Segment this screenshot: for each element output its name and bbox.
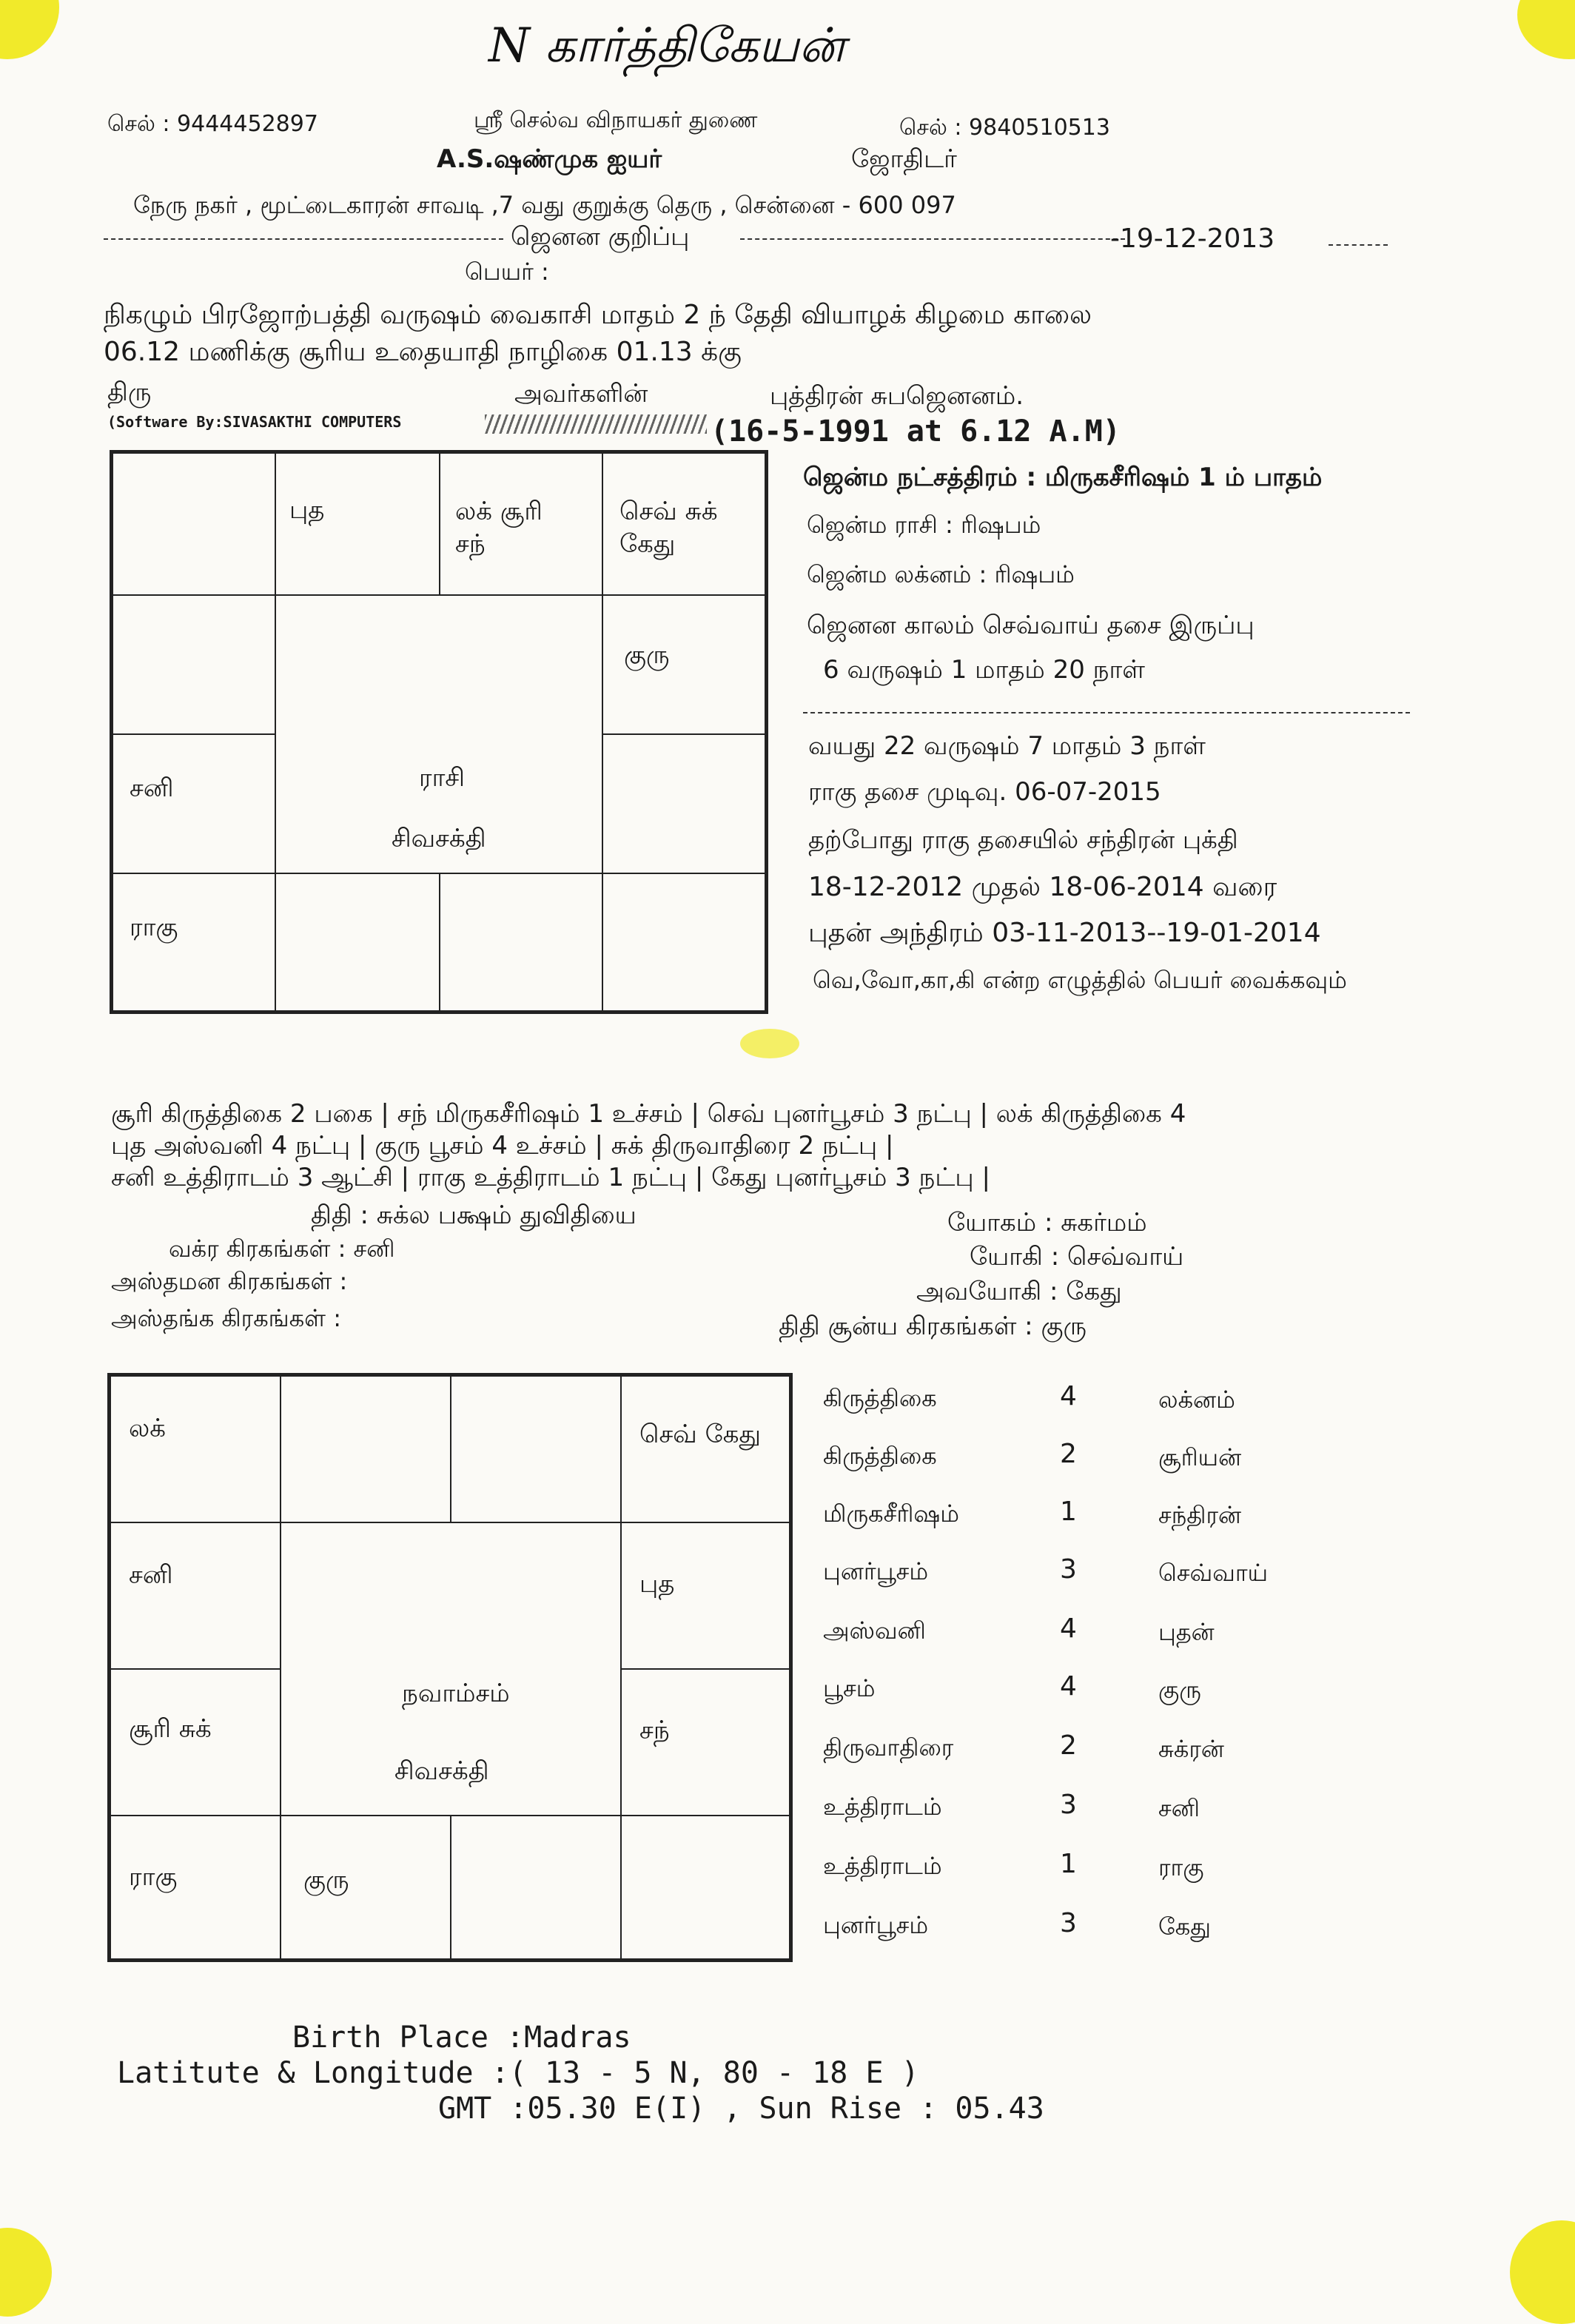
intro-line-1: நிகழும் பிரஜோற்பத்தி வருஷம் வைகாசி மாதம் 2 ந் தேதி வியாழக் கிழமை காலை (104, 300, 1092, 330)
highlighter-mark-top-right (1517, 0, 1575, 59)
handwritten-name: N கார்த்திகேயன் (488, 19, 845, 73)
navamsa-cell-4-3 (450, 1815, 622, 1960)
rasi-cell-1-3-text: லக் சூரி சந் (455, 497, 543, 559)
table-planet-5: புதன் (1158, 1618, 1215, 1646)
dasa-value: 6 வருஷம் 1 மாதம் 20 நாள் (823, 655, 1145, 685)
asthanga-grahas: அஸ்தங்க கிரகங்கள் : (111, 1304, 341, 1332)
rasi-cell-4-2 (275, 873, 440, 1012)
intro-line-2: 06.12 மணிக்கு சூரிய உதையாதி நாழிகை 01.13 க்கு (104, 337, 742, 367)
intro-thiru: திரு (107, 377, 152, 407)
navamsa-cell-4-2-text: குரு (303, 1865, 349, 1895)
table-planet-4: செவ்வாய் (1158, 1559, 1269, 1587)
table-pada-1: 4 (1060, 1381, 1077, 1411)
navamsa-chart-title: நவாம்சம் (402, 1679, 510, 1708)
intro-avargalin: அவர்களின் (514, 379, 648, 409)
table-star-6: பூசம் (823, 1674, 876, 1702)
asthamana-grahas: அஸ்தமன கிரகங்கள் : (111, 1267, 348, 1295)
navamsa-chart (107, 1373, 793, 1962)
table-planet-9: ராகு (1158, 1853, 1204, 1881)
table-planet-1: லக்னம் (1158, 1386, 1235, 1414)
navamsa-cell-1-3 (450, 1375, 622, 1523)
current-period: தற்போது ராகு தசையில் சந்திரன் புக்தி (808, 825, 1238, 855)
astrologer-role: ஜோதிடர் (851, 144, 957, 174)
vakra-grahas: வக்ர கிரகங்கள் : சனி (169, 1235, 395, 1263)
navamsa-cell-1-4-text: செவ் கேது (639, 1420, 762, 1449)
rasi-cell-1-2-text: புத (289, 495, 325, 525)
document-title: ஜெனன குறிப்பு (511, 222, 690, 252)
planet-row-3: சனி உத்திராடம் 3 ஆட்சி | ராகு உத்திராடம் 1 நட்பு | கேது புனர்பூசம் 3 நட்பு | (111, 1163, 990, 1192)
table-star-2: கிருத்திகை (823, 1442, 937, 1470)
navamsa-cell-1-4 (620, 1375, 790, 1523)
table-pada-3: 1 (1060, 1497, 1077, 1527)
rasi-cell-2-4-text: குரு (624, 640, 670, 670)
navamsa-cell-1-1 (110, 1375, 281, 1523)
rasi-cell-1-3 (439, 452, 603, 596)
navamsa-cell-3-1-text: சூரி சுக் (129, 1714, 212, 1744)
birth-lagnam: ஜென்ம லக்னம் : ரிஷபம் (807, 560, 1075, 588)
document-date: -19-12-2013 (1110, 224, 1275, 254)
rasi-cell-4-4 (602, 873, 766, 1012)
table-planet-8: சனி (1158, 1794, 1200, 1822)
intro-puthiran: புத்திரன் சுபஜெனனம். (770, 381, 1024, 411)
navamsa-cell-1-2 (280, 1375, 451, 1523)
table-star-1: கிருத்திகை (823, 1384, 937, 1412)
table-pada-10: 3 (1060, 1908, 1077, 1938)
rahu-dasa-end: ராகு தசை முடிவு. 06-07-2015 (808, 777, 1161, 807)
table-pada-5: 4 (1060, 1613, 1077, 1644)
table-planet-3: சந்திரன் (1158, 1501, 1242, 1529)
title-rule-left (104, 238, 503, 240)
age: வயது 22 வருஷம் 7 மாதம் 3 நாள் (808, 731, 1206, 761)
table-planet-10: கேது (1158, 1912, 1211, 1941)
rasi-cell-3-4 (602, 733, 766, 874)
table-star-7: திருவாதிரை (823, 1733, 954, 1762)
birth-rasi: ஜென்ம ராசி : ரிஷபம் (807, 511, 1041, 539)
info-divider (803, 712, 1410, 713)
rasi-cell-1-4-text: செவ் சுக் கேது (619, 497, 718, 559)
table-pada-6: 4 (1060, 1671, 1077, 1702)
navamsa-cell-2-4-text: புத (639, 1569, 675, 1599)
table-planet-7: சுக்ரன் (1158, 1735, 1224, 1763)
rasi-cell-1-2 (275, 452, 440, 596)
navamsa-cell-4-1-text: ராகு (129, 1862, 178, 1892)
planet-row-2: புத அஸ்வனி 4 நட்பு | குரு பூசம் 4 உச்சம் | சுக் திருவாதிரை 2 நட்பு | (111, 1131, 894, 1161)
table-planet-6: குரு (1158, 1676, 1201, 1704)
navamsa-cell-3-4 (620, 1668, 790, 1816)
highlighter-mark-middle (740, 1029, 799, 1058)
table-pada-4: 3 (1060, 1554, 1077, 1585)
rasi-cell-4-1-text: ராகு (130, 913, 178, 942)
rasi-chart (110, 450, 768, 1014)
software-credit: (Software By:SIVASAKTHI COMPUTERS (107, 413, 402, 431)
address: நேரு நகர் , மூட்டைகாரன் சாவடி ,7 வது குறுக்கு தெரு , சென்னை - 600 097 (133, 191, 956, 219)
highlighter-mark-top-left (0, 0, 59, 59)
table-pada-8: 3 (1060, 1790, 1077, 1820)
thithi: திதி : சுக்ல பக்ஷம் துவிதியை (311, 1200, 637, 1230)
rasi-cell-1-1 (112, 452, 276, 596)
navamsa-cell-4-1 (110, 1815, 281, 1960)
astrologer-name: A.S.ஷண்முக ஐயர் (437, 144, 662, 174)
rasi-cell-3-1 (112, 733, 276, 874)
navamsa-cell-2-1 (110, 1522, 281, 1670)
navamsa-cell-3-1 (110, 1668, 281, 1816)
dasa-label: ஜெனன காலம் செவ்வாய் தசை இருப்பு (807, 611, 1255, 640)
planet-row-1: சூரி கிருத்திகை 2 பகை | சந் மிருகசீரிஷம் 1 உச்சம் | செவ் புனர்பூசம் 3 நட்பு | லக் கிருத்திகை 4 (111, 1099, 1186, 1129)
table-star-4: புனர்பூசம் (823, 1557, 929, 1585)
rasi-cell-3-1-text: சனி (130, 773, 174, 803)
anthiram: புதன் அந்திரம் 03-11-2013--19-01-2014 (808, 918, 1321, 948)
table-star-9: உத்திராடம் (823, 1852, 942, 1880)
highlighter-mark-bottom-right (1510, 2220, 1575, 2324)
navamsa-cell-2-4 (620, 1522, 790, 1670)
navamsa-cell-1-1-text: லக் (129, 1414, 166, 1443)
yogam: யோகம் : சுகர்மம் (947, 1208, 1147, 1237)
rasi-cell-4-3 (439, 873, 603, 1012)
birth-nakshatra: ஜென்ம நட்சத்திரம் : மிருகசீரிஷம் 1 ம் பாதம் (803, 463, 1323, 492)
navamsa-chart-subtitle: சிவசக்தி (394, 1756, 489, 1786)
table-pada-2: 2 (1060, 1439, 1077, 1469)
rasi-cell-2-1 (112, 594, 276, 735)
highlighter-mark-bottom-left (0, 2228, 52, 2317)
latitude-longitude: Latitute & Longitude :( 13 - 5 N, 80 - 18 E ) (117, 2056, 919, 2090)
navamsa-cell-2-1-text: சனி (129, 1560, 173, 1590)
rasi-cell-1-4 (602, 452, 766, 596)
yogi: யோகி : செவ்வாய் (970, 1242, 1184, 1272)
phone-right: செல் : 9840510513 (899, 115, 1110, 141)
table-star-10: புனர்பூசம் (823, 1911, 929, 1939)
navamsa-cell-3-4-text: சந் (639, 1716, 670, 1745)
table-pada-7: 2 (1060, 1730, 1077, 1761)
title-rule-right (740, 238, 1125, 240)
birth-place: Birth Place :Madras (292, 2021, 631, 2055)
name-letters: வெ,வோ,கா,கி என்ற எழுத்தில் பெயர் வைக்கவும் (813, 966, 1347, 994)
table-star-8: உத்திராடம் (823, 1793, 942, 1821)
name-label: பெயர் : (465, 258, 549, 286)
table-star-5: அஸ்வனி (823, 1616, 926, 1645)
phone-left: செல் : 9444452897 (107, 111, 318, 137)
rasi-chart-title: ராசி (419, 763, 465, 793)
gmt-sunrise: GMT :05.30 E(I) , Sun Rise : 05.43 (438, 2092, 1044, 2126)
current-range: 18-12-2012 முதல் 18-06-2014 வரை (808, 872, 1277, 902)
table-pada-9: 1 (1060, 1849, 1077, 1879)
rasi-chart-subtitle: சிவசக்தி (392, 824, 486, 853)
avayogi: அவயோகி : கேது (916, 1277, 1122, 1306)
navamsa-cell-4-2 (280, 1815, 451, 1960)
rasi-cell-4-1 (112, 873, 276, 1012)
table-star-3: மிருகசீரிஷம் (823, 1499, 959, 1528)
navamsa-cell-4-4 (620, 1815, 790, 1960)
table-planet-2: சூரியன் (1158, 1443, 1242, 1471)
title-rule-end (1329, 244, 1388, 246)
thithi-sunya: திதி சூன்ய கிரகங்கள் : குரு (779, 1312, 1087, 1341)
blessing: ஸ்ரீ செல்வ விநாயகர் துணை (474, 107, 758, 133)
rasi-cell-2-4 (602, 594, 766, 735)
scribble-overwrite (485, 414, 707, 434)
birth-datetime: (16-5-1991 at 6.12 A.M) (711, 414, 1121, 449)
